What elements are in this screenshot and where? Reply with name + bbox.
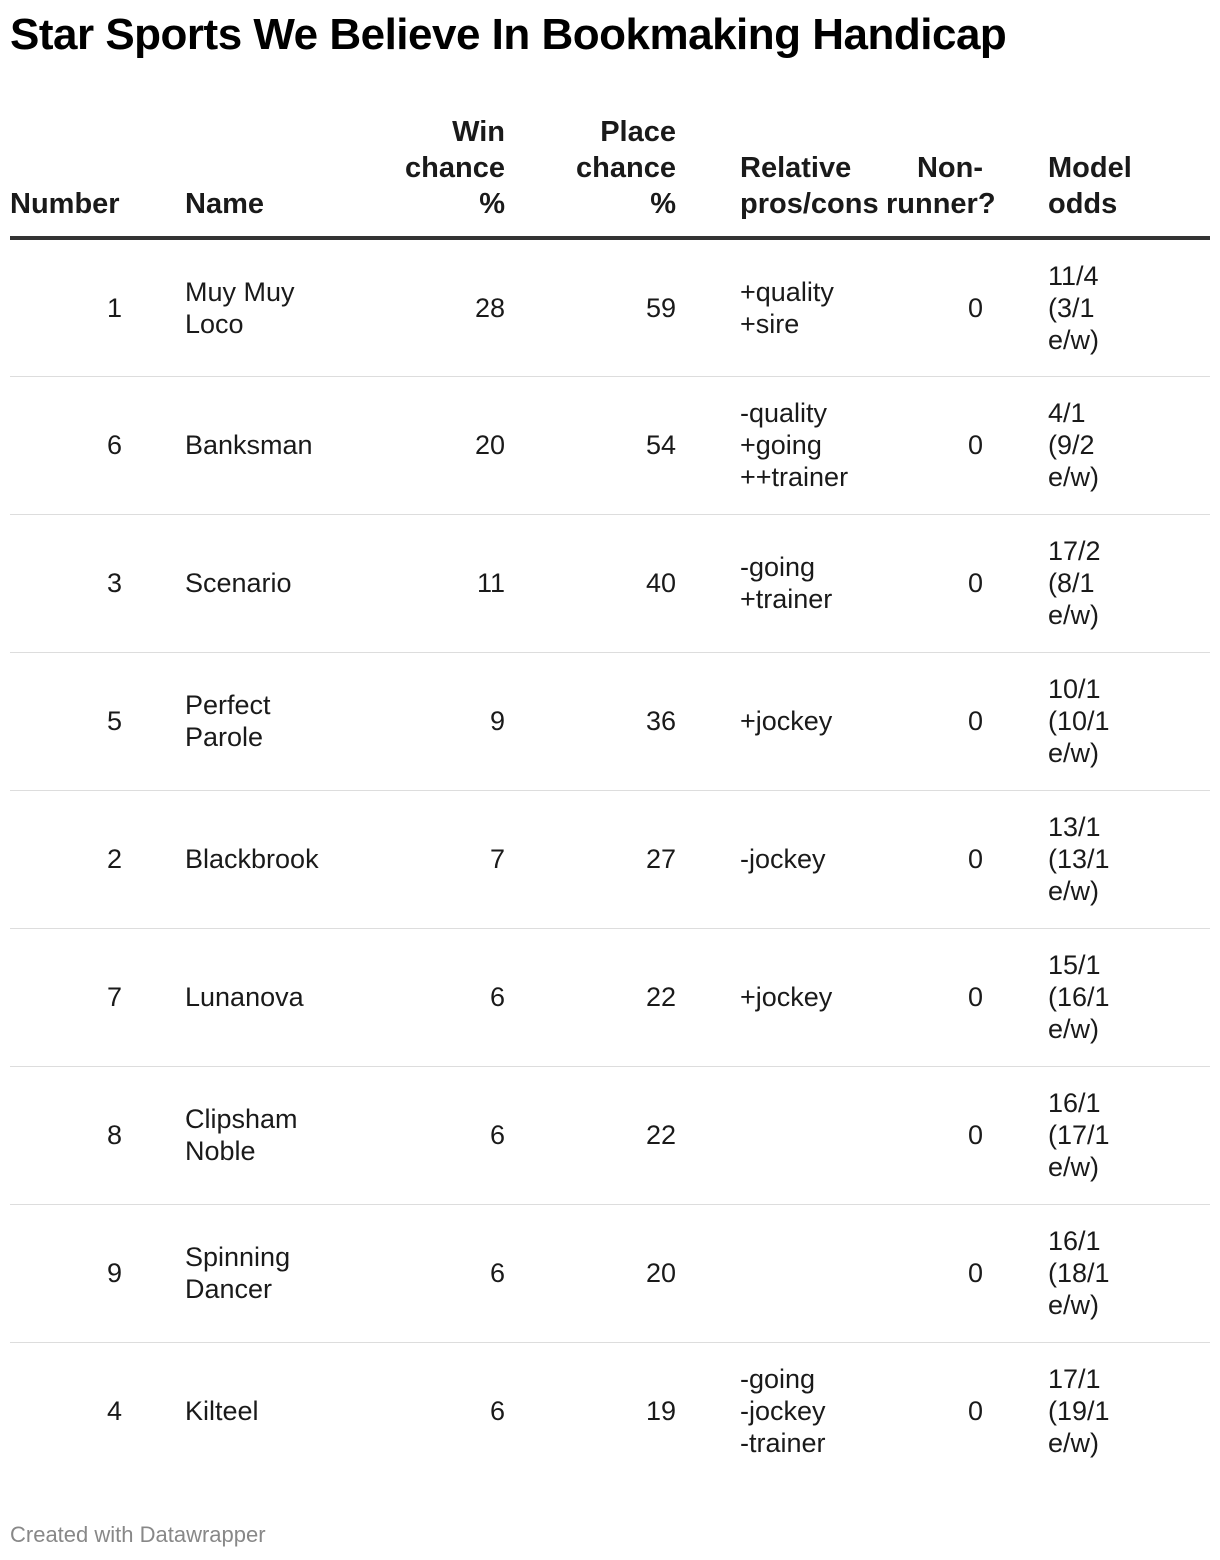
cell-name: [185, 652, 350, 790]
cell-place-chance: [505, 514, 676, 652]
cell-win-chance: [350, 1204, 505, 1342]
header-model-odds: Model odds: [983, 114, 1210, 238]
cell-win-chance-text: 6: [489, 1396, 505, 1427]
cell-model-odds-text: 16/1 (17/1 e/w): [1048, 1088, 1110, 1182]
header-number: Number: [10, 114, 185, 238]
cell-non-runner: [886, 376, 983, 514]
cell-model-odds-text: 17/1 (19/1 e/w): [1048, 1364, 1110, 1459]
cell-name-text: Kilteel: [185, 1396, 259, 1427]
cell-number-text: 1: [106, 292, 122, 323]
data-table: [10, 114, 1210, 1480]
table-row: [10, 652, 1210, 790]
cell-model-odds-text: 4/1 (9/2 e/w): [1048, 398, 1100, 492]
cell-non-runner-text: 0: [967, 568, 983, 598]
cell-place-chance: [505, 376, 676, 514]
cell-relative-pros-cons-text: -jockey: [740, 844, 826, 874]
cell-number: [10, 1342, 185, 1480]
cell-name-text: Spinning Dancer: [185, 1242, 291, 1304]
header-relative-pros-cons: Relative pros/cons: [676, 114, 886, 238]
table-row: [10, 376, 1210, 514]
cell-name-text: Scenario: [185, 568, 292, 598]
cell-model-odds: [983, 238, 1210, 376]
cell-number: [10, 652, 185, 790]
cell-non-runner-text: 0: [967, 982, 983, 1012]
cell-model-odds: [983, 928, 1210, 1066]
cell-relative-pros-cons: [676, 1204, 886, 1342]
cell-name: [185, 238, 350, 376]
cell-model-odds: [983, 1342, 1210, 1480]
cell-name: [185, 376, 350, 514]
cell-place-chance-text: 40: [645, 568, 676, 598]
cell-relative-pros-cons-text: +jockey: [740, 706, 833, 736]
cell-name-text: Perfect Parole: [185, 690, 271, 752]
cell-number-text: 8: [106, 1120, 122, 1150]
cell-name-text: Muy Muy Loco: [185, 276, 295, 339]
cell-win-chance: [350, 928, 505, 1066]
cell-place-chance-text: 22: [645, 982, 676, 1012]
cell-win-chance-text: 11: [476, 568, 505, 598]
cell-non-runner-text: 0: [967, 1120, 983, 1150]
cell-non-runner-text: 0: [967, 1396, 983, 1427]
cell-relative-pros-cons-text: +quality +sire: [740, 276, 834, 339]
cell-number-text: 5: [106, 706, 122, 736]
cell-win-chance: [350, 790, 505, 928]
cell-non-runner-text: 0: [967, 1258, 983, 1288]
cell-model-odds-text: 16/1 (18/1 e/w): [1048, 1226, 1110, 1320]
cell-model-odds: [983, 1204, 1210, 1342]
cell-number-text: 6: [106, 430, 122, 460]
cell-non-runner: [886, 514, 983, 652]
cell-place-chance: [505, 1204, 676, 1342]
cell-relative-pros-cons-text: -quality +going ++trainer: [740, 398, 849, 492]
table-row: [10, 1342, 1210, 1480]
table-row: [10, 790, 1210, 928]
cell-relative-pros-cons-text: -going +trainer: [740, 552, 833, 614]
cell-non-runner: [886, 790, 983, 928]
cell-name: [185, 1066, 350, 1204]
cell-number: [10, 238, 185, 376]
cell-place-chance: [505, 928, 676, 1066]
cell-relative-pros-cons: [676, 1066, 886, 1204]
cell-model-odds-text: 15/1 (16/1 e/w): [1048, 950, 1110, 1044]
cell-number: [10, 1204, 185, 1342]
table-row: [10, 1204, 1210, 1342]
cell-win-chance-text: 7: [489, 844, 505, 874]
cell-model-odds: [983, 514, 1210, 652]
cell-win-chance: [350, 376, 505, 514]
header-non-runner: Non- runner?: [886, 114, 983, 238]
cell-number-text: 7: [106, 982, 122, 1012]
cell-place-chance-text: 59: [645, 292, 676, 323]
cell-non-runner-text: 0: [967, 706, 983, 736]
cell-relative-pros-cons-text: +jockey: [740, 982, 833, 1012]
cell-win-chance-text: 28: [474, 292, 505, 323]
cell-number-text: 3: [106, 568, 122, 598]
cell-number-text: 4: [106, 1396, 122, 1427]
cell-win-chance-text: 6: [489, 1120, 505, 1150]
cell-name-text: Blackbrook: [185, 844, 319, 874]
cell-place-chance: [505, 790, 676, 928]
cell-win-chance: [350, 514, 505, 652]
cell-name: [185, 1204, 350, 1342]
chart-title: Star Sports We Believe In Bookmaking Handicap: [10, 10, 1007, 59]
header-row: [10, 114, 1210, 238]
cell-non-runner: [886, 652, 983, 790]
cell-name-text: Lunanova: [185, 982, 304, 1012]
cell-relative-pros-cons-text: -going -jockey -trainer: [740, 1364, 826, 1459]
cell-relative-pros-cons: [676, 514, 886, 652]
table-row: [10, 238, 1210, 376]
cell-name-text: Clipsham Noble: [185, 1104, 298, 1166]
cell-name-text: Banksman: [185, 430, 313, 460]
cell-place-chance-text: 20: [645, 1258, 676, 1288]
cell-model-odds: [983, 790, 1210, 928]
cell-non-runner: [886, 1342, 983, 1480]
cell-number: [10, 376, 185, 514]
cell-relative-pros-cons: [676, 652, 886, 790]
cell-non-runner: [886, 1066, 983, 1204]
cell-model-odds-text: 10/1 (10/1 e/w): [1048, 674, 1110, 768]
cell-model-odds-text: 11/4 (3/1 e/w): [1048, 260, 1100, 355]
cell-place-chance: [505, 1066, 676, 1204]
cell-model-odds: [983, 652, 1210, 790]
cell-non-runner: [886, 238, 983, 376]
cell-place-chance-text: 27: [645, 844, 676, 874]
cell-win-chance-text: 6: [489, 982, 505, 1012]
cell-number: [10, 928, 185, 1066]
cell-number: [10, 1066, 185, 1204]
table-row: [10, 928, 1210, 1066]
cell-non-runner-text: 0: [967, 292, 983, 323]
cell-relative-pros-cons: [676, 790, 886, 928]
table-row: [10, 514, 1210, 652]
cell-number-text: 2: [106, 844, 122, 874]
cell-model-odds: [983, 1066, 1210, 1204]
cell-win-chance: [350, 1066, 505, 1204]
header-win-chance: Win chance %: [350, 114, 505, 238]
cell-win-chance: [350, 1342, 505, 1480]
footer-credit: Created with Datawrapper: [10, 1522, 266, 1547]
cell-place-chance-text: 54: [645, 430, 676, 460]
cell-win-chance-text: 6: [489, 1258, 505, 1288]
cell-model-odds: [983, 376, 1210, 514]
cell-place-chance: [505, 652, 676, 790]
cell-model-odds-text: 13/1 (13/1 e/w): [1048, 812, 1110, 906]
cell-name: [185, 514, 350, 652]
cell-relative-pros-cons: [676, 376, 886, 514]
cell-model-odds-text: 17/2 (8/1 e/w): [1048, 536, 1101, 630]
cell-non-runner-text: 0: [967, 844, 983, 874]
cell-name: [185, 1342, 350, 1480]
cell-place-chance: [505, 1342, 676, 1480]
cell-number-text: 9: [106, 1258, 122, 1288]
table-row: [10, 1066, 1210, 1204]
cell-name: [185, 928, 350, 1066]
cell-name: [185, 790, 350, 928]
cell-non-runner: [886, 928, 983, 1066]
cell-relative-pros-cons: [676, 238, 886, 376]
cell-win-chance-text: 20: [474, 430, 505, 460]
cell-relative-pros-cons: [676, 928, 886, 1066]
cell-place-chance-text: 36: [645, 706, 676, 736]
cell-number: [10, 514, 185, 652]
cell-number: [10, 790, 185, 928]
header-name: Name: [185, 114, 350, 238]
cell-win-chance: [350, 238, 505, 376]
cell-non-runner-text: 0: [967, 430, 983, 460]
cell-place-chance-text: 22: [645, 1120, 676, 1150]
cell-win-chance: [350, 652, 505, 790]
cell-place-chance: [505, 238, 676, 376]
cell-win-chance-text: 9: [489, 706, 505, 736]
header-place-chance: Place chance %: [505, 114, 676, 238]
cell-place-chance-text: 19: [645, 1396, 676, 1427]
cell-relative-pros-cons: [676, 1342, 886, 1480]
cell-non-runner: [886, 1204, 983, 1342]
